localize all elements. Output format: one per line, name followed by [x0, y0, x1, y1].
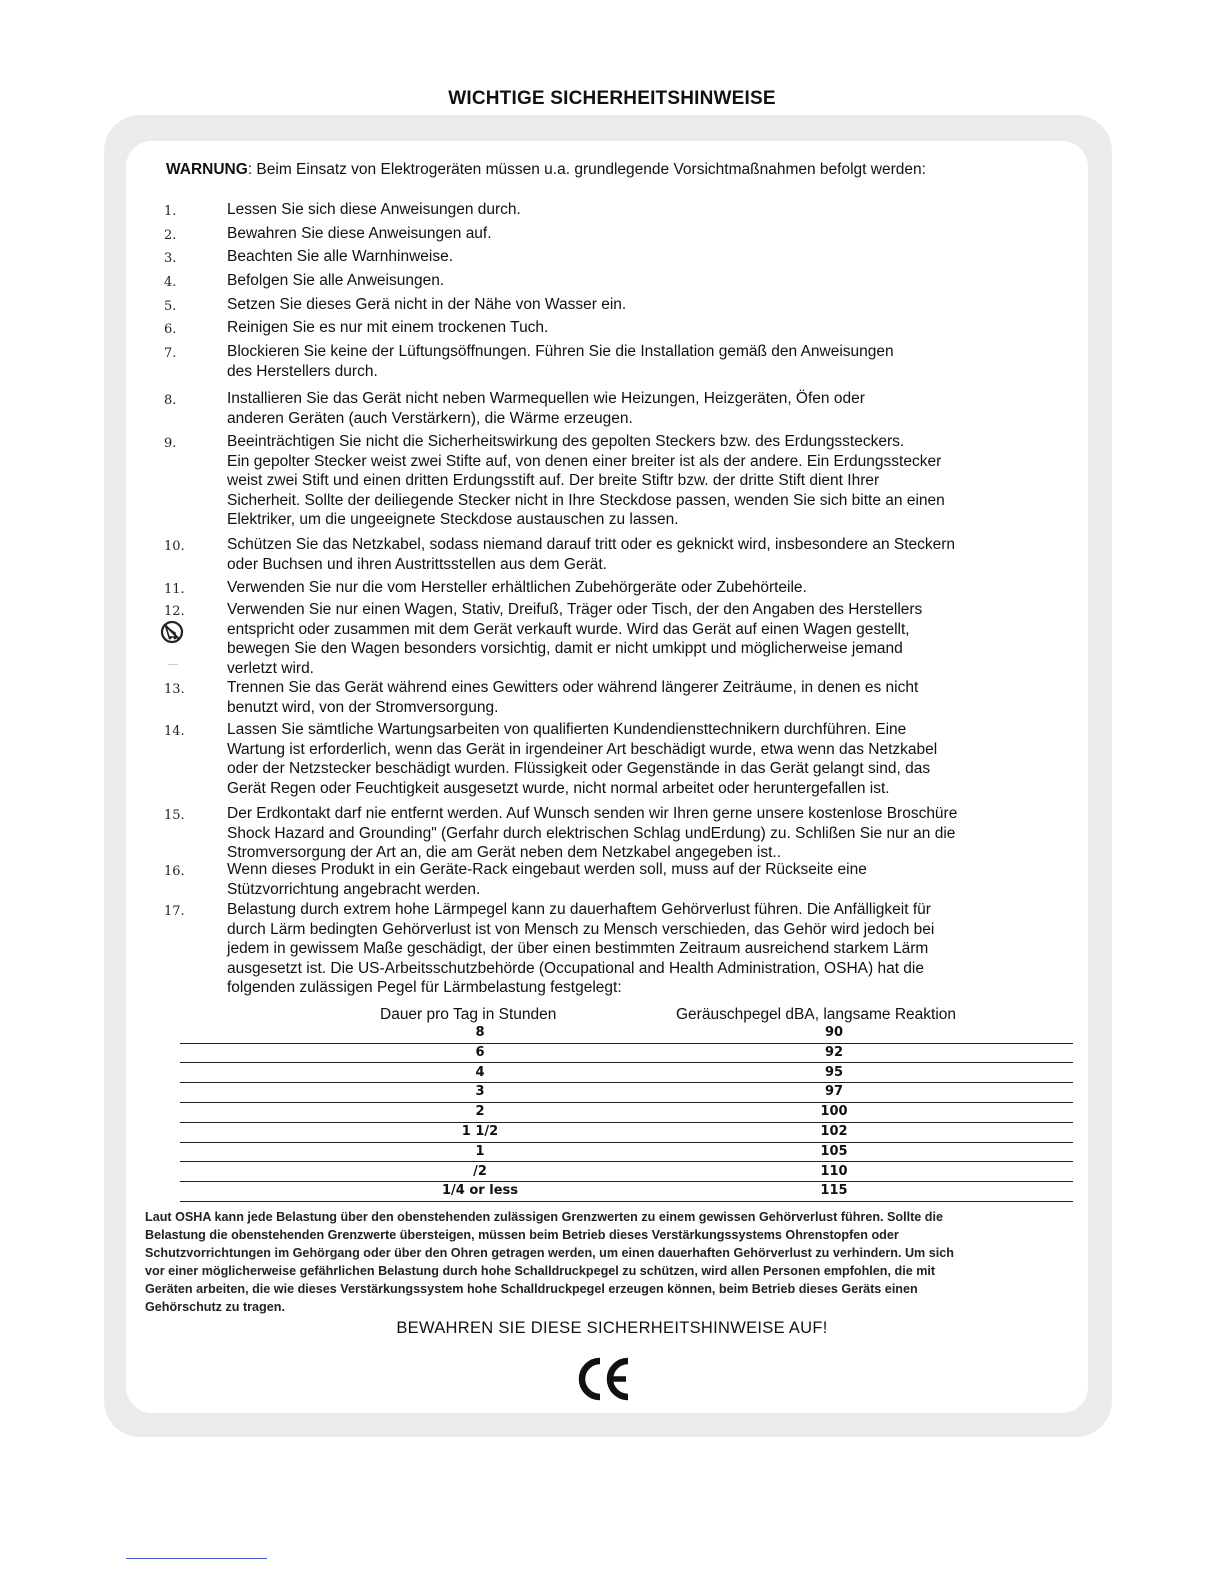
- list-item-line: Befolgen Sie alle Anweisungen.: [227, 272, 445, 289]
- table-header-duration: Dauer pro Tag in Stunden: [380, 1006, 557, 1023]
- list-item-line: Verwenden Sie nur die vom Hersteller erhältlichen Zubehörgeräte oder Zubehörteile.: [227, 579, 807, 596]
- list-item-line: Beeinträchtigen Sie nicht die Sicherheitswirkung des gepolten Steckers bzw. des Erdungssteckers.: [227, 433, 905, 450]
- cart-tip-over-icon: [160, 620, 184, 644]
- table-cell-hours: 1 1/2: [461, 1124, 499, 1139]
- list-item-number: 16.: [164, 864, 185, 879]
- table-cell-hours: 4: [475, 1064, 485, 1080]
- table-row: [180, 1043, 1073, 1064]
- list-item-line: Gerät Regen oder Feuchtigkeit ausgesetzt wurde, nicht normal arbeitet oder heruntergefallen ist.: [227, 779, 890, 797]
- list-item-line: bewegen Sie den Wagen besonders vorsichtig, damit er nicht umkippt und möglicherweise jemand: [227, 640, 903, 658]
- list-item-number: 9.: [164, 436, 177, 451]
- list-item-line: verletzt wird.: [227, 659, 314, 677]
- list-item-line: benutzt wird, von der Stromversorgung.: [227, 698, 499, 716]
- table-cell-hours: 8: [475, 1025, 485, 1040]
- table-row: [180, 1063, 1073, 1084]
- table-cell-dba: 100: [820, 1104, 848, 1120]
- list-item-number: 10.: [164, 539, 185, 554]
- list-item-line: Setzen Sie dieses Gerä nicht in der Nähe von Wasser ein.: [227, 296, 627, 313]
- closing-note: BEWAHREN SIE DIESE SICHERHEITSHINWEISE AUF!: [396, 1319, 828, 1337]
- table-row: [180, 1181, 1073, 1202]
- list-item-line: Reinigen Sie es nur mit einem trockenen Tuch.: [227, 319, 549, 336]
- footnote-line: vor einer möglicherweise gefährlichen Belastung durch hohe Schalldruckpegel zu schützen, wird allen Personen empfohlen, die mit: [145, 1264, 936, 1278]
- list-item-line: Sicherheit. Sollte der deiliegende Stecker nicht in Ihre Steckdose passen, wenden Sie sich bitte an einen: [227, 491, 945, 509]
- list-item-line: Lessen Sie sich diese Anweisungen durch.: [227, 201, 521, 218]
- table-cell-hours: 2: [475, 1104, 485, 1120]
- table-cell-dba: 110: [820, 1163, 848, 1179]
- list-item-line: folgenden zulässigen Pegel für Lärmbelastung festgelegt:: [227, 979, 622, 997]
- footnote-line: Schutzvorrichtungen im Gehörgang oder über den Ohren getragen werden, um einen dauerhaften Gehörverlust zu verhindern. Um sich: [145, 1246, 954, 1260]
- table-cell-dba: 92: [824, 1044, 844, 1060]
- list-item-number: 12.: [164, 604, 185, 619]
- page-title: WICHTIGE SICHERHEITSHINWEISE: [448, 88, 776, 109]
- list-item-line: Stützvorrichtung angebracht werden.: [227, 880, 481, 898]
- table-cell-dba: 105: [820, 1143, 848, 1159]
- table-cell-hours: /2: [473, 1163, 487, 1179]
- table-row: [180, 1142, 1073, 1163]
- list-item-number: 7.: [164, 346, 177, 361]
- list-item-line: Lassen Sie sämtliche Wartungsarbeiten von qualifierten Kundendiensttechnikern durchführen. Eine: [227, 721, 907, 738]
- list-item-line: jedem in gewissem Maße geschädigt, der über einen bestimmten Zeitraum ausreichend starkem Lärm: [227, 940, 929, 958]
- list-item-number: 6.: [164, 322, 177, 337]
- list-item-line: ausgesetzt ist. Die US-Arbeitsschutzbehörde (Occupational and Health Administration, OSHA) hat die: [227, 959, 924, 977]
- ce-mark-icon: [574, 1356, 632, 1402]
- list-item-line: Ein gepolter Stecker weist zwei Stifte auf, von denen einer breiter ist als der andere. Ein Erdungsstecker: [227, 452, 942, 470]
- table-cell-hours: 1/4 or less: [442, 1183, 518, 1199]
- footnote-line: Gehörschutz zu tragen.: [145, 1300, 285, 1314]
- osha-footnote: [145, 1208, 1085, 1316]
- warning-line: [166, 161, 1066, 179]
- list-item-line: Beachten Sie alle Warnhinweise.: [227, 248, 454, 265]
- table-header-level: Geräuschpegel dBA, langsame Reaktion: [676, 1006, 957, 1023]
- footnote-line: Geräten arbeiten, die wie dieses Verstärkungssystem hohe Schalldruckpegel erzeugen können, beim Betrieb dieses Geräts einen: [145, 1282, 918, 1296]
- list-item-line: weist zwei Stift und einen dritten Erdungsstift auf. Der breite Stiftr bzw. der dritte Stift dient Ihrer: [227, 472, 880, 490]
- list-item-line: Installieren Sie das Gerät nicht neben Warmequellen wie Heizungen, Heizgeräten, Öfen oder: [227, 390, 865, 407]
- list-item-line: oder der Netzstecker beschädigt wurden. Flüssigkeit oder Gegenstände in das Gerät gelangt sind, das: [227, 760, 931, 778]
- list-item-number: 3.: [164, 251, 177, 266]
- list-item-line: entspricht oder zusammen mit dem Gerät verkauft wurde. Wird das Gerät auf einen Wagen gestellt,: [227, 620, 910, 638]
- list-item-line: Stromversorgung der Art an, die am Gerät neben dem Netzkabel angegeben ist..: [227, 844, 782, 862]
- list-item-line: Shock Hazard and Grounding" (Gerfahr durch elektrischen Schlag undErdung) zu. Schlißen Sie nur an die: [227, 824, 956, 842]
- cart-icon-underline: [168, 664, 178, 665]
- list-item-number: 13.: [164, 682, 185, 697]
- bottom-rule: [126, 1558, 267, 1559]
- list-item-number: 15.: [164, 808, 185, 823]
- table-cell-hours: 1: [475, 1143, 485, 1159]
- list-item-line: Elektriker, um die ungeeignete Steckdose austauschen zu lassen.: [227, 511, 679, 529]
- list-item-line: Verwenden Sie nur einen Wagen, Stativ, Dreifuß, Träger oder Tisch, der den Angaben des Herstellers: [227, 601, 923, 618]
- warning-text: : Beim Einsatz von Elektrogeräten müssen u.a. grundlegende Vorsichtmaßnahmen befolgt werden:: [247, 161, 926, 178]
- list-item-line: Wartung ist erforderlich, wenn das Gerät in irgendeiner Art beschädigt wurde, etwa wenn das Netzkabel: [227, 740, 938, 758]
- table-row: [180, 1162, 1073, 1183]
- warning-label: WARNUNG: [166, 161, 248, 178]
- table-cell-hours: 3: [475, 1084, 485, 1100]
- list-item-line: Trennen Sie das Gerät während eines Gewitters oder während längerer Zeiträume, in denen es nicht: [227, 679, 919, 696]
- list-item-line: Der Erdkontakt darf nie entfernt werden. Auf Wunsch senden wir Ihren gerne unsere kostenlose Broschüre: [227, 805, 958, 822]
- list-item-number: 8.: [164, 393, 177, 408]
- list-item-line: Bewahren Sie diese Anweisungen auf.: [227, 225, 492, 242]
- list-item-line: des Herstellers durch.: [227, 362, 378, 380]
- table-row: [180, 1082, 1073, 1103]
- list-item-number: 1.: [164, 204, 177, 219]
- list-item-line: oder Buchsen und ihren Austrittsstellen aus dem Gerät.: [227, 555, 607, 573]
- table-cell-dba: 102: [820, 1124, 848, 1139]
- list-item-line: durch Lärm bedingten Gehörverlust ist von Mensch zu Mensch verschieden, das Gehör wird jedoch bei: [227, 920, 935, 938]
- list-item-line: anderen Geräten (auch Verstärkern), die Wärme erzeugen.: [227, 409, 633, 427]
- list-item-number: 17.: [164, 904, 185, 919]
- list-item-number: 11.: [164, 582, 185, 597]
- table-row: [180, 1023, 1073, 1044]
- list-item-line: Belastung durch extrem hohe Lärmpegel kann zu dauerhaftem Gehörverlust führen. Die Anfälligkeit für: [227, 901, 931, 918]
- footnote-line: Laut OSHA kann jede Belastung über den obenstehenden zulässigen Grenzwerten zu einem gewissen Gehörverlust führen. Sollte die: [145, 1210, 943, 1224]
- list-item-number: 5.: [164, 299, 177, 314]
- list-item-line: Blockieren Sie keine der Lüftungsöffnungen. Führen Sie die Installation gemäß den Anweisungen: [227, 343, 894, 360]
- list-item-number: 4.: [164, 275, 177, 290]
- table-row: [180, 1102, 1073, 1123]
- table-row: [180, 1122, 1073, 1143]
- list-item-line: Wenn dieses Produkt in ein Geräte-Rack eingebaut werden soll, muss auf der Rückseite eine: [227, 861, 867, 878]
- table-cell-hours: 6: [475, 1044, 485, 1060]
- table-cell-dba: 97: [824, 1084, 844, 1100]
- table-cell-dba: 115: [820, 1183, 848, 1199]
- list-item-number: 2.: [164, 228, 177, 243]
- footnote-line: Belastung die obenstehenden Grenzwerte übersteigen, müssen beim Betrieb dieses Verstärkungssystems Ohrenstopfen oder: [145, 1228, 899, 1242]
- table-cell-dba: 95: [824, 1064, 844, 1080]
- table-cell-dba: 90: [824, 1025, 844, 1040]
- list-item-number: 14.: [164, 724, 185, 739]
- list-item-line: Schützen Sie das Netzkabel, sodass niemand darauf tritt oder es geknickt wird, insbesondere an Steckern: [227, 536, 956, 553]
